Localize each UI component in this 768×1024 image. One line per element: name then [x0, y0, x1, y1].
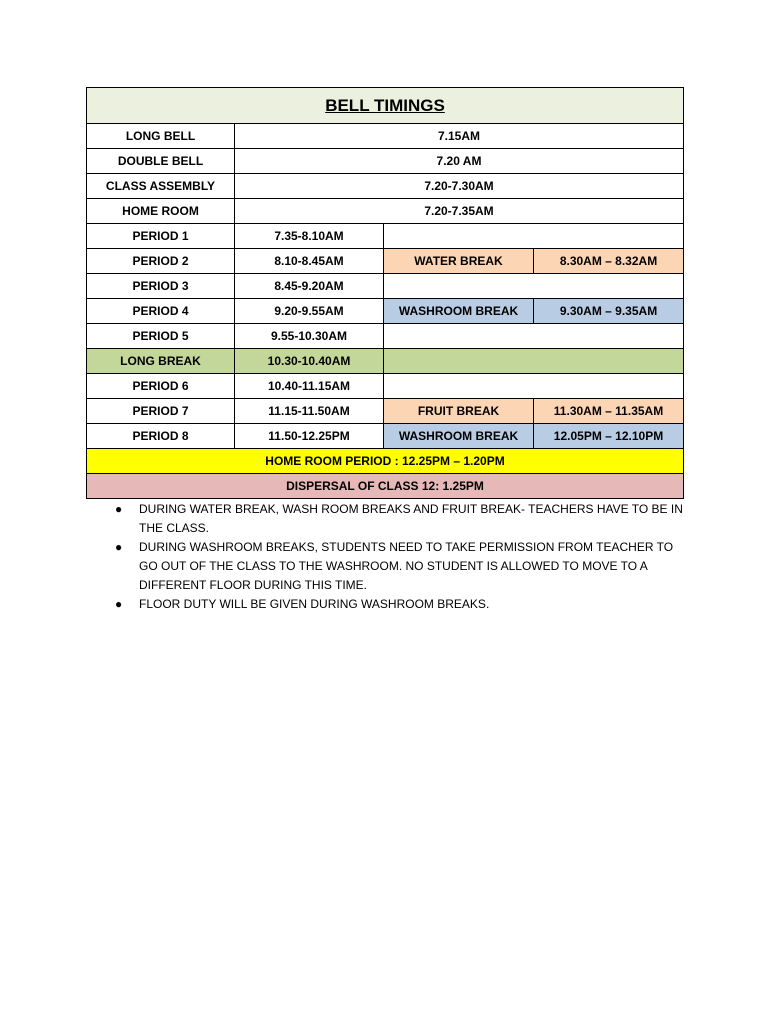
table-row [87, 299, 684, 324]
row-label: LONG BELL [87, 124, 235, 149]
table-row [87, 374, 684, 399]
period-time: 9.20-9.55AM [235, 299, 384, 324]
table-row [87, 249, 684, 274]
table-row [87, 174, 684, 199]
period-label: PERIOD 6 [87, 374, 235, 399]
table-row [87, 424, 684, 449]
row-time: 7.15AM [235, 124, 684, 149]
bullet-icon: ● [115, 540, 123, 554]
period-label: PERIOD 5 [87, 324, 235, 349]
break-time: 9.30AM – 9.35AM [534, 299, 684, 324]
period-time: 11.50-12.25PM [235, 424, 384, 449]
row-time: 7.20-7.30AM [235, 174, 684, 199]
table-row [87, 399, 684, 424]
period-time: 8.45-9.20AM [235, 274, 384, 299]
title-row [87, 88, 684, 124]
table-row [87, 124, 684, 149]
period-label: PERIOD 1 [87, 224, 235, 249]
period-time: 9.55-10.30AM [235, 324, 384, 349]
table-row [87, 274, 684, 299]
table-row [87, 149, 684, 174]
period-label: PERIOD 8 [87, 424, 235, 449]
break-empty [384, 374, 684, 399]
dispersal: DISPERSAL OF CLASS 12: 1.25PM [87, 474, 684, 499]
row-time: 7.20 AM [235, 149, 684, 174]
break-label: WATER BREAK [384, 249, 534, 274]
period-time: 11.15-11.50AM [235, 399, 384, 424]
period-time: 7.35-8.10AM [235, 224, 384, 249]
period-time: 10.40-11.15AM [235, 374, 384, 399]
break-empty [384, 324, 684, 349]
note-text: DURING WATER BREAK, WASH ROOM BREAKS AND FRUIT BREAK- TEACHERS HAVE TO BE IN THE CLASS. [139, 502, 683, 535]
row-time: 7.20-7.35AM [235, 199, 684, 224]
table-title: BELL TIMINGS [87, 88, 684, 124]
break-empty [384, 274, 684, 299]
break-label: FRUIT BREAK [384, 399, 534, 424]
period-label: PERIOD 2 [87, 249, 235, 274]
row-label: DOUBLE BELL [87, 149, 235, 174]
bullet-icon: ● [115, 597, 123, 611]
home-room-period: HOME ROOM PERIOD : 12.25PM – 1.20PM [87, 449, 684, 474]
table-row [87, 224, 684, 249]
notes-list [86, 500, 686, 614]
period-time: 10.30-10.40AM [235, 349, 384, 374]
period-time: 8.10-8.45AM [235, 249, 384, 274]
break-time: 8.30AM – 8.32AM [534, 249, 684, 274]
list-item [115, 538, 686, 595]
home-room-period-row [87, 449, 684, 474]
row-label: CLASS ASSEMBLY [87, 174, 235, 199]
period-label: PERIOD 4 [87, 299, 235, 324]
table-row-long-break [87, 349, 684, 374]
list-item [115, 500, 686, 538]
period-label: LONG BREAK [87, 349, 235, 374]
bullet-icon: ● [115, 502, 123, 516]
note-text: DURING WASHROOM BREAKS, STUDENTS NEED TO TAKE PERMISSION FROM TEACHER TO GO OUT OF THE CLASS TO THE WASHROOM. NO STUDENT IS ALLOWED TO MOVE TO A DIFFERENT FLOOR DURING THIS TIME. [139, 540, 674, 592]
break-label: WASHROOM BREAK [384, 299, 534, 324]
break-label: WASHROOM BREAK [384, 424, 534, 449]
break-empty [384, 349, 684, 374]
break-time: 12.05PM – 12.10PM [534, 424, 684, 449]
break-empty [384, 224, 684, 249]
break-time: 11.30AM – 11.35AM [534, 399, 684, 424]
table-row [87, 199, 684, 224]
period-label: PERIOD 7 [87, 399, 235, 424]
note-text: FLOOR DUTY WILL BE GIVEN DURING WASHROOM BREAKS. [139, 597, 490, 611]
bell-timings-table [86, 87, 684, 499]
table-row [87, 324, 684, 349]
row-label: HOME ROOM [87, 199, 235, 224]
dispersal-row [87, 474, 684, 499]
period-label: PERIOD 3 [87, 274, 235, 299]
list-item [115, 595, 686, 614]
